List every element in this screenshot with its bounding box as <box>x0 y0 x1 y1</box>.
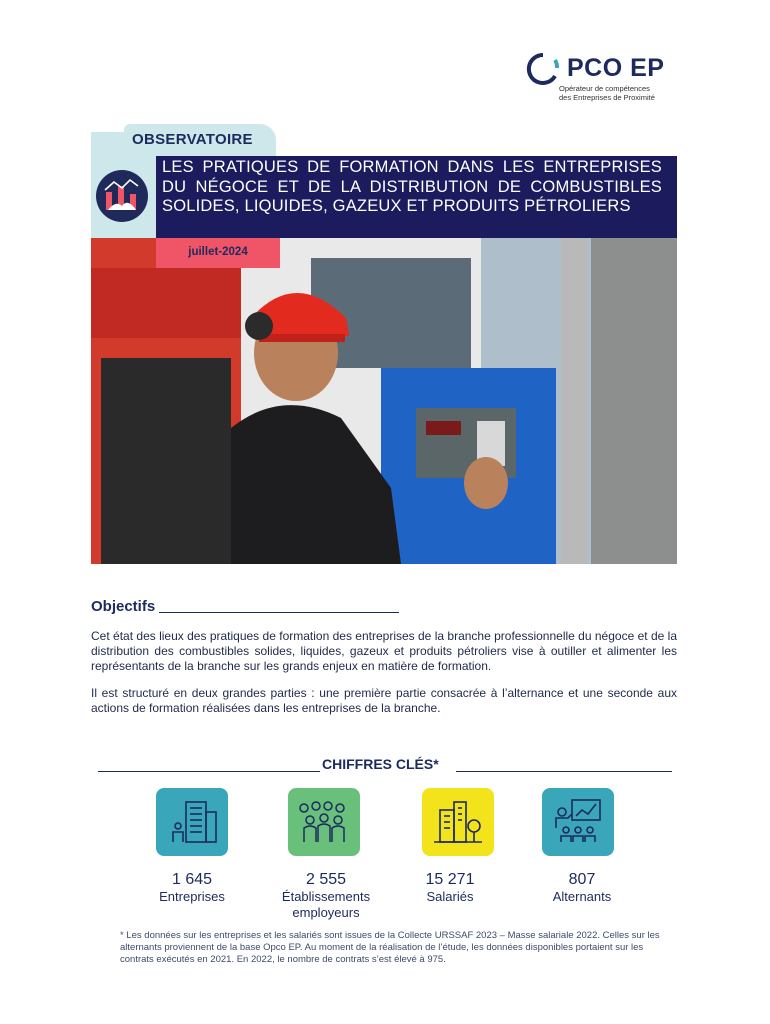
logo-tagline <box>559 84 679 102</box>
objectifs-underline <box>159 612 399 613</box>
stat-label-salaries: Salariés <box>426 889 474 904</box>
building-icon <box>156 788 228 856</box>
stat-label-alternants: Alternants <box>552 889 612 904</box>
opco-ep-logo <box>521 48 681 108</box>
footnote: * Les données sur les entreprises et les salariés sont issues de la Collecte URSSAF 2023 – Masse salariale 2022. Celles sur les alternants proviennent de la base Opco EP. Au moment de la réalisation de l’étude, les données disponibles portaient sur les contrats exécutés en 2021. En 2022, le nombre de contrats s’est élevé à 975. <box>120 930 660 965</box>
people-group-icon <box>288 788 360 856</box>
logo-tagline-line1: Opérateur de compétences <box>559 84 650 93</box>
chiffres-line-right <box>456 771 672 772</box>
objectifs-paragraph-2: Il est structuré en deux grandes parties : une première partie consacrée à l’alternance et une seconde aux actions de formation réalisées dans les entreprises de la branche. <box>91 686 677 715</box>
chiffres-heading: CHIFFRES CLÉS* <box>322 756 439 772</box>
stat-value-entreprises: 1 645 <box>171 871 213 888</box>
hero-photo <box>91 238 677 564</box>
stat-value-salaries: 15 271 <box>425 871 475 888</box>
city-tree-icon <box>422 788 494 856</box>
objectifs-paragraph-1: Cet état des lieux des pratiques de formation des entreprises de la branche professionnelle du négoce et de la distribution des combustibles solides, liquides, gazeux et produits pétroliers vise à outiller et alimenter les représentants de la branche sur les grands enjeux en matière de formation. <box>91 629 677 673</box>
stat-value-etablissements: 2 555 <box>305 871 347 888</box>
logo-tagline-line2: des Entreprises de Proximité <box>559 93 655 102</box>
objectifs-heading: Objectifs <box>91 598 156 615</box>
logo-brand: PCO EP <box>567 54 665 82</box>
stat-label-entreprises: Entreprises <box>159 889 225 904</box>
page-title: LES PRATIQUES DE FORMATION DANS LES ENTREPRISES DU NÉGOCE ET DE LA DISTRIBUTION DE COMBUSTIBLES SOLIDES, LIQUIDES, GAZEUX ET PRODUITS PÉTROLIERS <box>162 158 662 215</box>
chiffres-line-left <box>98 771 320 772</box>
observatoire-label: OBSERVATOIRE <box>132 131 253 148</box>
industry-chart-icon <box>96 170 148 222</box>
opco-logo-ring-icon <box>521 52 565 86</box>
presentation-icon <box>542 788 614 856</box>
stat-label-etablissements: Établissements employeurs <box>281 889 371 920</box>
stat-value-alternants: 807 <box>568 871 596 888</box>
publication-date: juillet-2024 <box>188 246 248 258</box>
